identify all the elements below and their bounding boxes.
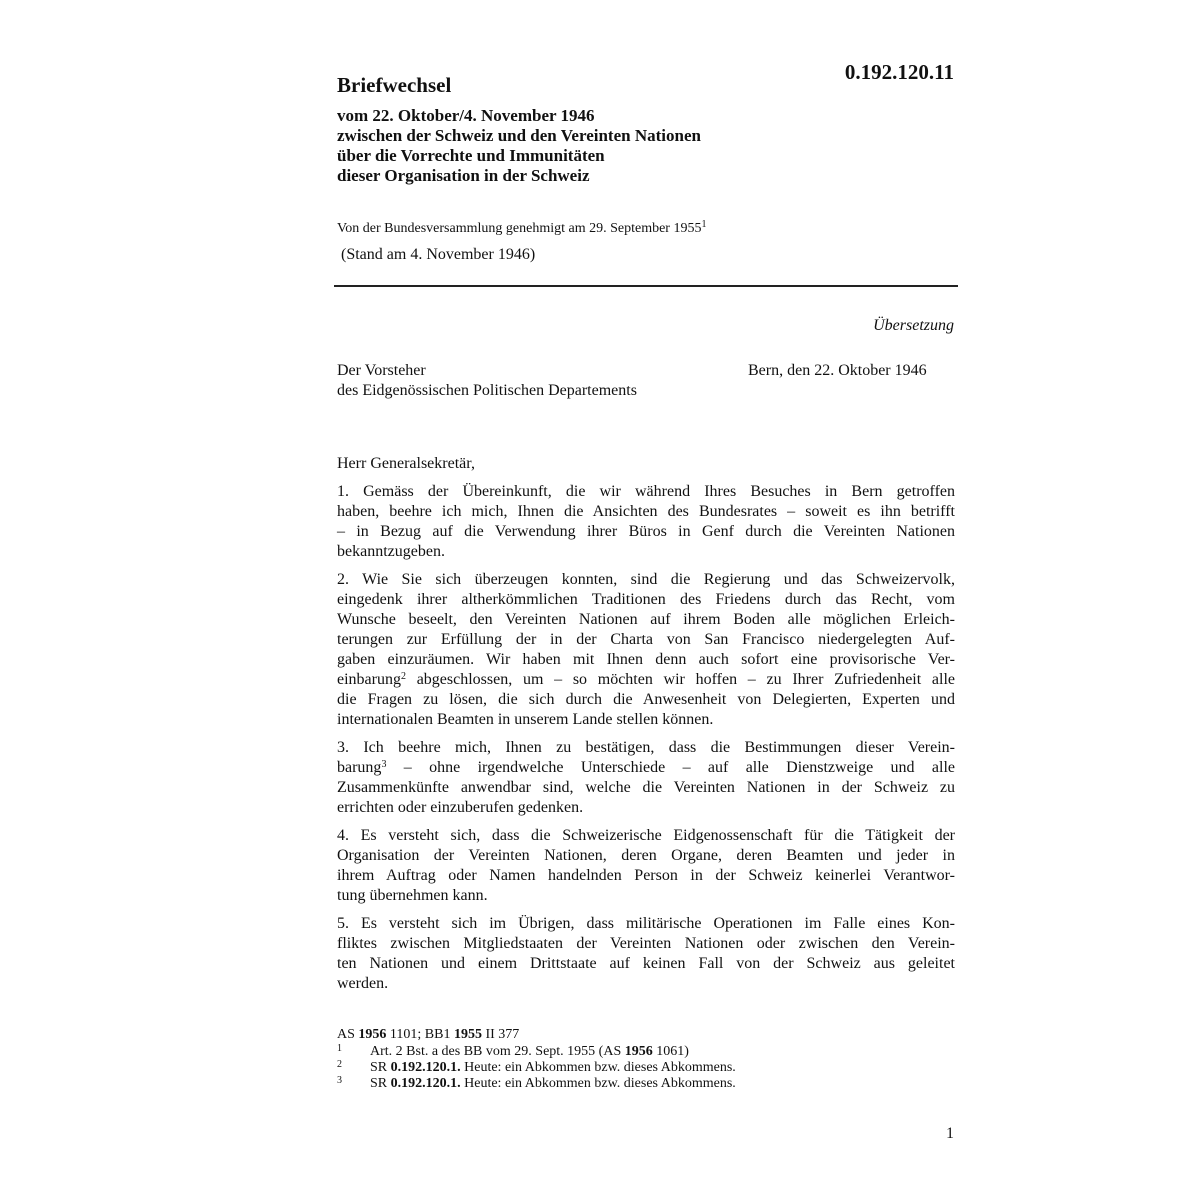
subtitle-line: vom 22. Oktober/4. November 1946 xyxy=(337,106,595,125)
text-line: internationalen Beamten in unserem Lande stellen können. xyxy=(337,711,714,728)
footnote-ref: 3 xyxy=(381,759,387,770)
footnote-item xyxy=(337,1076,957,1092)
text-line: – in Bezug auf die Verwendung ihrer Büros in Genf durch die Vereinten Nationen xyxy=(337,523,955,540)
footnote-item xyxy=(337,1044,957,1060)
text-line: tung übernehmen kann. xyxy=(337,887,488,904)
text-fragment: 1956 xyxy=(358,1027,387,1042)
text-fragment: barung xyxy=(337,759,382,776)
text-line: 5. Es versteht sich im Übrigen, dass militärische Operationen im Falle eines Kon- xyxy=(337,915,955,932)
text-fragment: 0.192.120.1. xyxy=(390,1076,461,1091)
text-fragment: Art. 2 Bst. a des BB vom 29. Sept. 1955 (AS xyxy=(370,1044,625,1059)
paragraph-3 xyxy=(337,738,955,818)
paragraph-2 xyxy=(337,570,955,730)
text-line: fliktes zwischen Mitgliedstaaten der Vereinten Nationen oder zwischen den Verein- xyxy=(337,935,955,952)
text-line-with-ref xyxy=(337,670,955,690)
footnote-item xyxy=(337,1060,957,1076)
text-fragment: 1956 xyxy=(624,1044,653,1059)
text-line: Organisation der Vereinten Nationen, deren Organe, deren Beamten und jeder in xyxy=(337,847,955,864)
sr-number: 0.192.120.11 xyxy=(844,60,954,84)
translation-label: Übersetzung xyxy=(873,317,954,334)
text-line: errichten oder einzuberufen gedenken. xyxy=(337,799,584,816)
text-line: ihrem Auftrag oder Namen handelnden Person in der Schweiz keinerlei Verantwor- xyxy=(337,867,955,884)
footnote-text xyxy=(370,1076,736,1092)
header-divider xyxy=(334,285,958,287)
text-line: haben, beehre ich mich, Ihnen die Ansichten des Bundesrates – soweit es ihn betrifft xyxy=(337,503,955,520)
text-fragment: II 377 xyxy=(481,1027,520,1042)
text-fragment: 1061) xyxy=(652,1044,689,1059)
document-title: Briefwechsel xyxy=(337,73,452,97)
status-note: (Stand am 4. November 1946) xyxy=(341,246,536,263)
text-line: die Fragen zu lösen, die sich durch die Anwesenheit von Delegierten, Experten und xyxy=(337,691,955,708)
text-fragment: einbarung xyxy=(337,671,401,688)
text-fragment: 1101; BB1 xyxy=(386,1027,454,1042)
document-subtitle xyxy=(337,106,957,186)
sender-line: des Eidgenössischen Politischen Departements xyxy=(337,382,637,399)
subtitle-line: zwischen der Schweiz und den Vereinten Nationen xyxy=(337,126,701,145)
sender-line: Der Vorsteher xyxy=(337,362,426,379)
text-line: 4. Es versteht sich, dass die Schweizerische Eidgenossenschaft für die Tätigkeit der xyxy=(337,827,955,844)
text-fragment: SR xyxy=(370,1076,391,1091)
text-fragment: 0.192.120.1. xyxy=(390,1060,461,1075)
subtitle-line: über die Vorrechte und Immunitäten xyxy=(337,146,605,165)
page-number: 1 xyxy=(946,1125,954,1142)
text-fragment: 1955 xyxy=(453,1027,482,1042)
footnote-number: 2 xyxy=(337,1059,342,1070)
letter-body xyxy=(337,482,955,1002)
text-line: Wunsche beseelt, den Vereinten Nationen auf ihrem Boden alle möglichen Erleich- xyxy=(337,611,955,628)
footnote-ref: 2 xyxy=(400,671,406,682)
footnote-number: 1 xyxy=(337,1043,342,1054)
footnotes xyxy=(337,1027,957,1092)
text-line-with-ref xyxy=(337,758,955,778)
text-line: 1. Gemäss der Übereinkunft, die wir während Ihres Besuches in Bern getroffen xyxy=(337,483,955,500)
text-line: bekanntzugeben. xyxy=(337,543,445,560)
text-line: terungen zur Erfüllung der in der Charta von San Francisco niedergelegten Auf- xyxy=(337,631,955,648)
text-line: eingedenk ihrer altherkömmlichen Traditionen des Friedens durch das Recht, vom xyxy=(337,591,955,608)
paragraph-4 xyxy=(337,826,955,906)
text-fragment: AS xyxy=(337,1027,359,1042)
approval-text: Von der Bundesversammlung genehmigt am 29. September 1955 xyxy=(337,221,702,236)
subtitle-line: dieser Organisation in der Schweiz xyxy=(337,166,590,185)
text-fragment: Heute: ein Abkommen bzw. dieses Abkommens. xyxy=(460,1060,736,1075)
text-line: 2. Wie Sie sich überzeugen konnten, sind die Regierung und das Schweizervolk, xyxy=(337,571,955,588)
text-fragment: – ohne irgendwelche Unterschiede – auf alle Dienstzweige und alle xyxy=(386,759,955,776)
letter-salutation: Herr Generalsekretär, xyxy=(337,455,475,472)
approval-note xyxy=(337,221,706,237)
paragraph-1 xyxy=(337,482,955,562)
text-line: Zusammenkünfte anwendbar sind, welche die Vereinten Nationen in der Schweiz zu xyxy=(337,779,955,796)
text-line: ten Nationen und einem Drittstaate auf keinen Fall von der Schweiz aus geleitet xyxy=(337,955,955,972)
footnote-text xyxy=(370,1060,736,1076)
footnote-text xyxy=(370,1044,689,1060)
footnote-source xyxy=(337,1027,957,1043)
footnote-number: 3 xyxy=(337,1075,342,1086)
paragraph-5 xyxy=(337,914,955,994)
letter-sender xyxy=(337,361,637,401)
text-line: gaben einzuräumen. Wir haben mit Ihnen denn auch sofort eine provisorische Ver- xyxy=(337,651,955,668)
text-fragment: Heute: ein Abkommen bzw. dieses Abkommens. xyxy=(460,1076,736,1091)
letter-place-date: Bern, den 22. Oktober 1946 xyxy=(748,362,927,379)
text-line: 3. Ich beehre mich, Ihnen zu bestätigen, dass die Bestimmungen dieser Verein- xyxy=(337,739,955,756)
text-fragment: SR xyxy=(370,1060,391,1075)
text-line: werden. xyxy=(337,975,389,992)
text-fragment: abgeschlossen, um – so möchten wir hoffen – zu Ihrer Zufriedenheit alle xyxy=(405,671,955,688)
footnote-ref: 1 xyxy=(701,219,707,230)
